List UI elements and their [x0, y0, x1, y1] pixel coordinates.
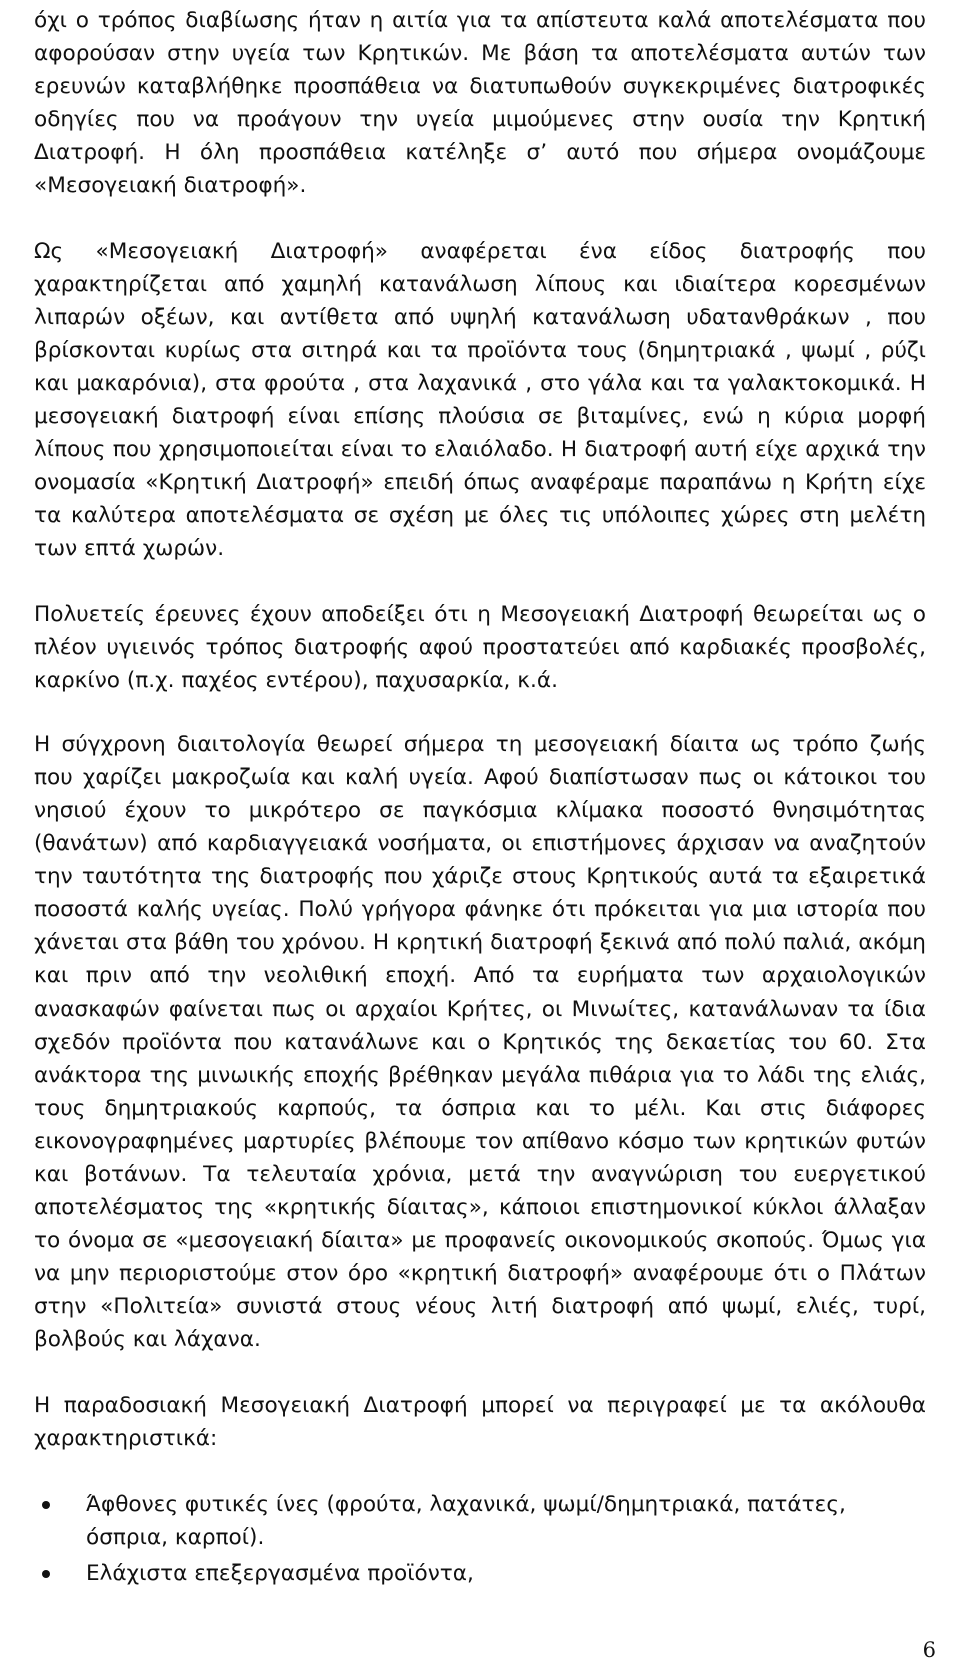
bullet-icon	[42, 1501, 50, 1509]
list-item-text: Ελάχιστα επεξεργασμένα προϊόντα,	[86, 1560, 474, 1586]
characteristics-list	[34, 1488, 926, 1590]
list-item	[34, 1488, 926, 1554]
document-page	[34, 0, 926, 1593]
page-number: 6	[922, 1638, 936, 1662]
paragraph-intro: όχι ο τρόπος διαβίωσης ήταν η αιτία για τα απίστευτα καλά αποτελέσματα που αφορούσαν στην υγεία των Κρητικών. Με βάση τα αποτελέσματα αυτών των ερευνών καταβλήθηκε προσπάθεια να διατυπωθούν συγκεκριμένες διατροφικές οδηγίες που να προάγουν την υγεία μιμούμενες στην ουσία την Κρητική Διατροφή. Η όλη προσπάθεια κατέληξε σ’ αυτό που σήμερα ονομάζουμε «Μεσογειακή διατροφή».	[34, 8, 926, 199]
list-item	[34, 1557, 926, 1590]
paragraph-history: Η σύγχρονη διαιτολογία θεωρεί σήμερα τη μεσογειακή δίαιτα ως τρόπο ζωής που χαρίζει μακροζωία και καλή υγεία. Αφού διαπίστωσαν πως οι κάτοικοι του νησιού έχουν το μικρότερο σε παγκόσμια κλίμακα ποσοστό θνησιμότητας (θανάτων) από καρδιαγγειακά νοσήματα, οι επιστήμονες άρχισαν να αναζητούν την ταυτότητα της διατροφής που χάριζε στους Κρητικούς αυτά τα εξαιρετικά ποσοστά καλής υγείας. Πολύ γρήγορα φάνηκε ότι πρόκειται για μια ιστορία που χάνεται στα βάθη του χρόνου. Η κρητική διατροφή ξεκινά από πολύ παλιά, ακόμη και πριν από την νεολιθική εποχή. Από τα ευρήματα των αρχαιολογικών ανασκαφών φαίνεται πως οι αρχαίοι Κρήτες, οι Μινωίτες, κατανάλωναν τα ίδια σχεδόν προϊόντα που κατανάλωνε και ο Κρητικός της δεκαετίας του 60. Στα ανάκτορα της μινωικής εποχής βρέθηκαν μεγάλα πιθάρια για το λάδι της ελιάς, τους δημητριακούς καρπούς, τα όσπρια και το μέλι. Και στις διάφορες εικονογραφημένες μαρτυρίες βλέπουμε τον απίθανο κόσμο των κρητικών φυτών και βοτάνων. Τα τελευταία χρόνια, μετά την αναγνώριση του ευεργετικού αποτελέσματος της «κρητικής δίαιτας», κάποιοι επιστημονικοί κύκλοι άλλαξαν το όνομα σε «μεσογειακή δίαιτα» με προφανείς οικονομικούς σκοπούς. Όμως για να μην περιοριστούμε στον όρο «κρητική διατροφή» αναφέρουμε ότι ο Πλάτων στην «Πολιτεία» συνιστά στους νέους λιτή διατροφή από ψωμί, ελιές, τυρί, βολβούς και λάχανα.	[34, 731, 926, 1353]
paragraph-mediterranean-diet-definition: Ως «Μεσογειακή Διατροφή» αναφέρεται ένα είδος διατροφής που χαρακτηρίζεται από χαμηλή κατανάλωση λίπους και ιδιαίτερα κορεσμένων λιπαρών οξέων, και αντίθετα από υψηλή κατανάλωση υδατανθράκων , που βρίσκονται κυρίως στα σιτηρά και τα προϊόντα τους (δημητριακά , ψωμί , ρύζι και μακαρόνια), στα φρούτα , στα λαχανικά , στο γάλα και τα γαλακτοκομικά. Η μεσογειακή διατροφή είναι επίσης πλούσια σε βιταμίνες, ενώ η κύρια μορφή λίπους που χρησιμοποιείται είναι το ελαιόλαδο. Η διατροφή αυτή είχε αρχικά την ονομασία «Κρητική Διατροφή» επειδή όπως αναφέραμε παραπάνω η Κρήτη είχε τα καλύτερα αποτελέσματα σε σχέση με όλες τις υπόλοιπες χώρες στη μελέτη των επτά χωρών.	[34, 238, 926, 562]
bullet-icon	[42, 1570, 50, 1578]
paragraph-health-benefits: Πολυετείς έρευνες έχουν αποδείξει ότι η Μεσογειακή Διατροφή θεωρείται ως ο πλέον υγιεινός τρόπος διατροφής αφού προστατεύει από καρδιακές προσβολές, καρκίνο (π.χ. παχέος εντέρου), παχυσαρκία, κ.ά.	[34, 601, 926, 693]
list-item-text: Άφθονες φυτικές ίνες (φρούτα, λαχανικά, ψωμί/δημητριακά, πατάτες, όσπρια, καρποί).	[86, 1491, 846, 1550]
paragraph-characteristics-intro: Η παραδοσιακή Μεσογειακή Διατροφή μπορεί να περιγραφεί με τα ακόλουθα χαρακτηριστικά:	[34, 1392, 926, 1451]
